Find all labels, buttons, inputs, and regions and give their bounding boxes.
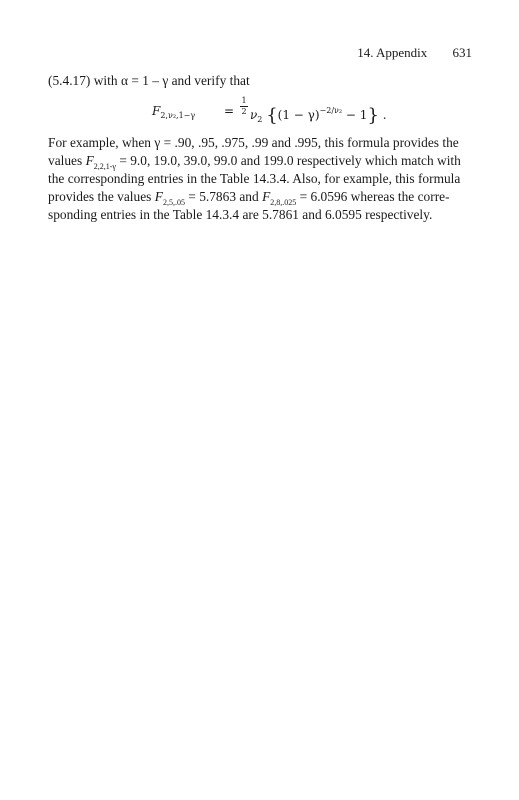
body-text [48, 72, 472, 224]
line2-F-subscript: 2,2,1-γ [93, 162, 116, 171]
formula-nu-subscript: 2 [257, 115, 263, 124]
intro-with: with [93, 73, 118, 88]
formula-lhs-subscript: 2,ν₂,1−γ [160, 111, 196, 120]
fraction-denominator: 2 [241, 107, 247, 116]
line1-gamma: γ [154, 135, 161, 150]
running-head [357, 45, 472, 61]
explanation-paragraph [48, 134, 472, 224]
chapter-title: 14. Appendix [357, 45, 428, 60]
intro-equals: = 1 – [131, 73, 159, 88]
line4-text-b: = 5.7863 and [188, 189, 259, 204]
line2-text-a: values [48, 153, 83, 168]
line4-F2-symbol: F [262, 189, 271, 204]
line2-F-symbol: F [85, 153, 94, 168]
line1-text-a: For example, when [48, 135, 152, 150]
gamma-symbol: γ [162, 73, 169, 88]
paragraph-line-1 [48, 134, 472, 152]
formula-rhs [250, 102, 387, 129]
page-number: 631 [452, 45, 472, 60]
line4-text-a: provides the values [48, 189, 152, 204]
formula-body: (1 − γ) [277, 108, 320, 122]
paragraph-line-5: sponding entries in the Table 14.3.4 are 5.7861 and 6.0595 respectively. [48, 207, 433, 222]
formula-exponent: −2/ν₂ [319, 106, 343, 115]
formula-lhs [152, 102, 195, 125]
line4-F1-symbol: F [154, 189, 163, 204]
formula-equals: = [224, 104, 235, 118]
line2-text-b: = 9.0, 19.0, 39.0, 99.0 and 199.0 respectively which match with [119, 153, 461, 168]
formula-close-brace: } [367, 105, 379, 126]
formula-period: . [382, 108, 387, 122]
paragraph-line-3: the corresponding entries in the Table 14.3.4. Also, for example, this formula [48, 171, 461, 186]
intro-line [48, 72, 472, 90]
formula-lhs-var: F [152, 104, 161, 118]
formula-open-brace: { [266, 105, 278, 126]
fraction-numerator: 1 [241, 96, 247, 105]
paragraph-line-2 [48, 152, 472, 170]
line4-text-c: = 6.0596 whereas the corre- [299, 189, 450, 204]
line1-text-b: = .90, .95, .975, .99 and .995, this formula provides the [163, 135, 459, 150]
line4-F2-subscript: 2,8,.025 [270, 198, 297, 207]
alpha-symbol: α [120, 73, 128, 88]
paragraph-line-4 [48, 188, 472, 206]
equation-reference: (5.4.17) [48, 73, 91, 88]
formula-nu: ν [250, 108, 258, 122]
display-formula [152, 94, 472, 128]
line4-F1-subscript: 2,5,.05 [162, 198, 185, 207]
formula-half-fraction [240, 97, 248, 116]
intro-verify: and verify that [171, 73, 250, 88]
formula-minus-one: − 1 [345, 108, 368, 122]
